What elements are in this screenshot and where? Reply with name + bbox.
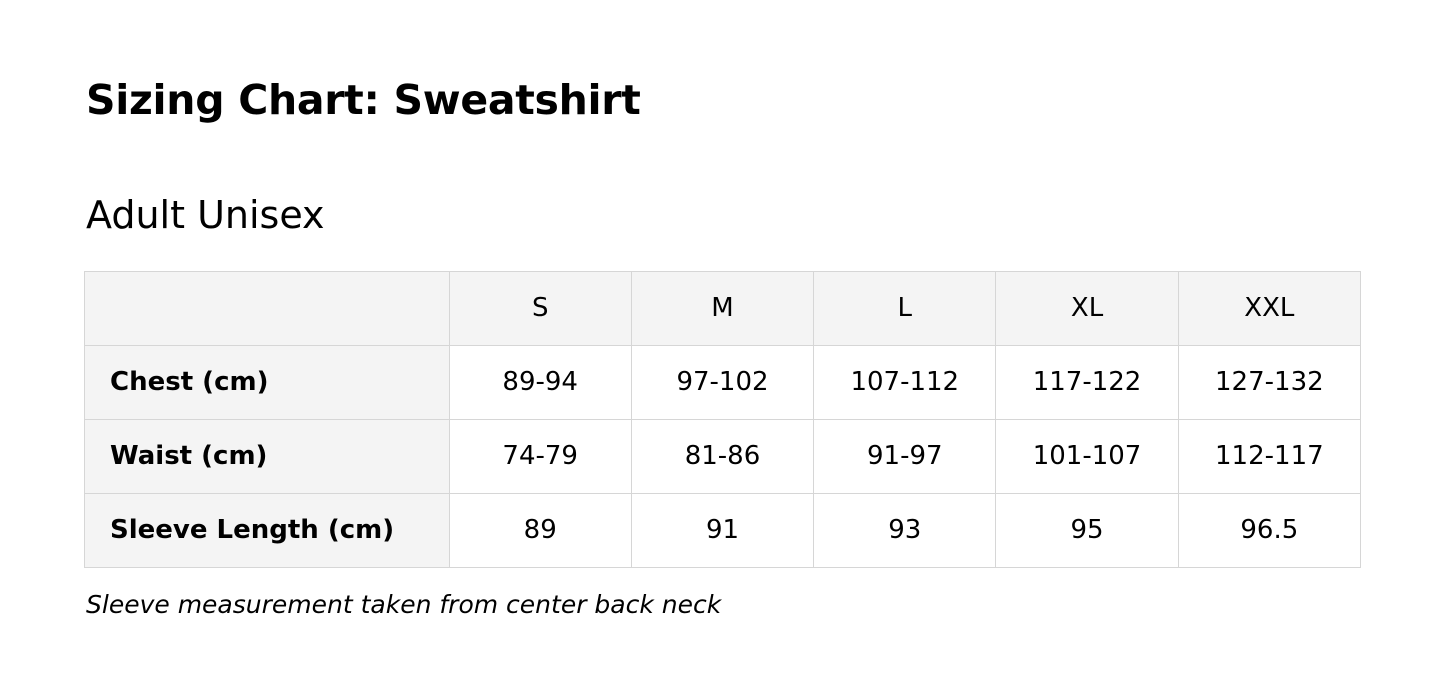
cell-sleeve-xl: 95 [996, 493, 1178, 567]
cell-waist-l: 91-97 [814, 419, 996, 493]
cell-sleeve-m: 91 [631, 493, 813, 567]
cell-chest-l: 107-112 [814, 345, 996, 419]
sizing-table [84, 271, 1361, 568]
row-label-chest: Chest (cm) [85, 345, 450, 419]
cell-chest-m: 97-102 [631, 345, 813, 419]
row-label-sleeve-length: Sleeve Length (cm) [85, 493, 450, 567]
cell-sleeve-s: 89 [449, 493, 631, 567]
cell-chest-s: 89-94 [449, 345, 631, 419]
row-label-waist: Waist (cm) [85, 419, 450, 493]
cell-waist-xxl: 112-117 [1178, 419, 1360, 493]
page-title: Sizing Chart: Sweatshirt [86, 76, 641, 124]
column-header-s: S [449, 271, 631, 345]
column-header-xl: XL [996, 271, 1178, 345]
cell-waist-m: 81-86 [631, 419, 813, 493]
cell-chest-xxl: 127-132 [1178, 345, 1360, 419]
table-row [85, 345, 1361, 419]
table-header-row [85, 271, 1361, 345]
column-header-l: L [814, 271, 996, 345]
cell-sleeve-xxl: 96.5 [1178, 493, 1360, 567]
table-row [85, 419, 1361, 493]
table-footnote: Sleeve measurement taken from center back neck [86, 589, 722, 619]
cell-chest-xl: 117-122 [996, 345, 1178, 419]
cell-waist-s: 74-79 [449, 419, 631, 493]
table-body [85, 345, 1361, 567]
table-header [85, 271, 1361, 345]
column-header-m: M [631, 271, 813, 345]
section-title: Adult Unisex [86, 193, 325, 238]
table-corner-cell [85, 271, 450, 345]
cell-sleeve-l: 93 [814, 493, 996, 567]
cell-waist-xl: 101-107 [996, 419, 1178, 493]
column-header-xxl: XXL [1178, 271, 1360, 345]
table-row [85, 493, 1361, 567]
